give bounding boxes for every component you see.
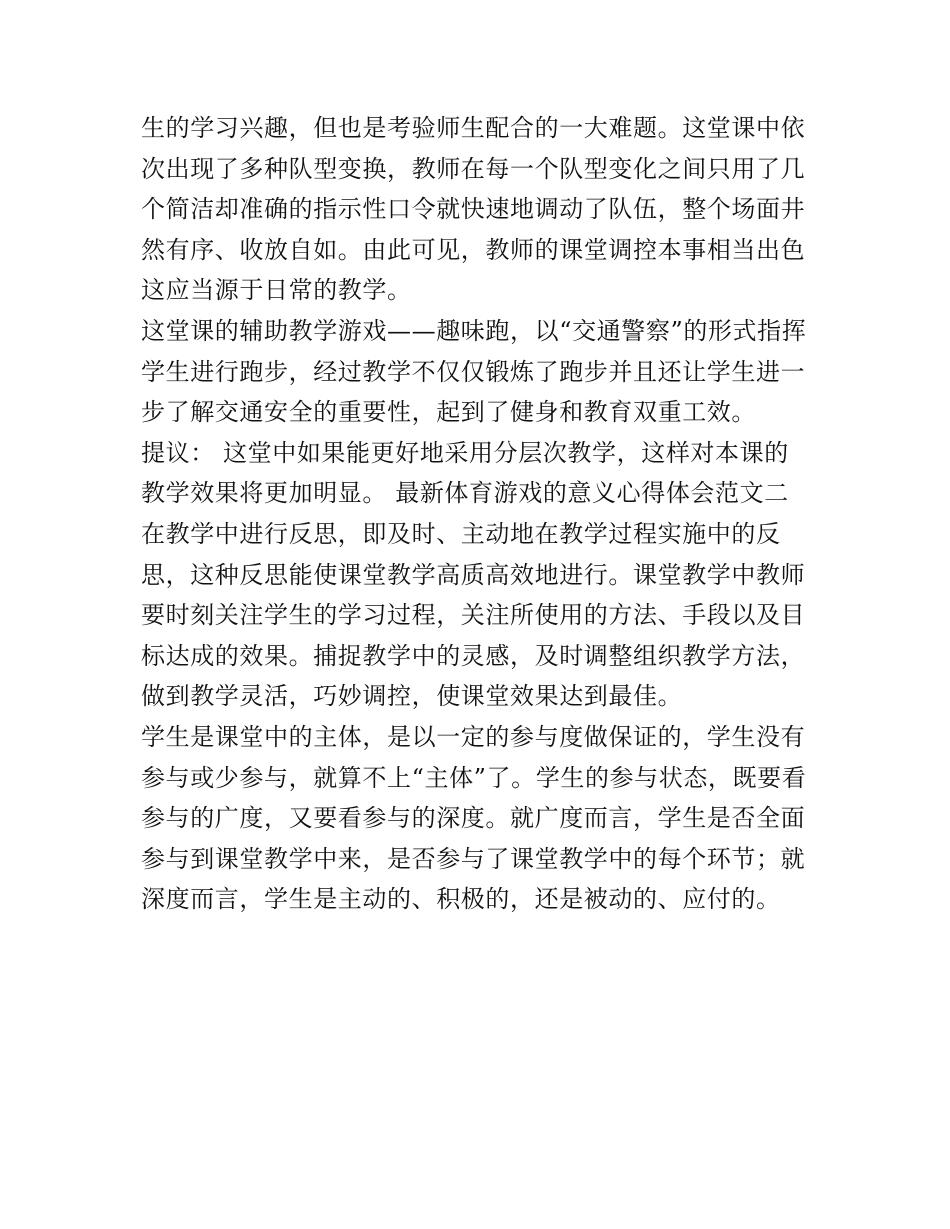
text-line: 步了解交通安全的重要性，起到了健身和教育双重工效。 (141, 398, 756, 427)
text-line: 提议： 这堂中如果能更好地采用分层次教学，这样对本课的 (141, 438, 789, 467)
text-line: 在教学中进行反思，即及时、主动地在教学过程实施中的反 (141, 519, 781, 548)
text-line: 做到教学灵活，巧妙调控，使课堂效果达到最佳。 (141, 682, 683, 711)
text-line: 生的学习兴趣，但也是考验师生配合的一大难题。这堂课中依 (141, 114, 806, 142)
text-line: 这应当源于日常的教学。 (141, 276, 412, 305)
text-line: 次出现了多种队型变换，教师在每一个队型变化之间只用了几 (141, 154, 806, 183)
text-line: 学生是课堂中的主体，是以一定的参与度做保证的，学生没有 (141, 722, 806, 751)
text-line: 标达成的效果。捕捉教学中的灵感，及时调整组织教学方法， (141, 641, 806, 670)
text-line: 思，这种反思能使课堂教学高质高效地进行。课堂教学中教师 (141, 560, 806, 589)
text-line: 个简洁却准确的指示性口令就快速地调动了队伍，整个场面井 (141, 195, 806, 224)
text-line: 然有序、收放自如。由此可见，教师的课堂调控本事相当出色 (141, 235, 806, 264)
text-line: 这堂课的辅助教学游戏——趣味跑，以“交通警察”的形式指挥 (141, 316, 807, 345)
text-line: 深度而言，学生是主动的、积极的，还是被动的、应付的。 (141, 885, 781, 914)
text-line: 参与到课堂教学中来，是否参与了课堂教学中的每个环节；就 (141, 844, 806, 873)
text-line: 要时刻关注学生的学习过程，关注所使用的方法、手段以及目 (141, 601, 806, 630)
text-line: 参与的广度，又要看参与的深度。就广度而言，学生是否全面 (141, 804, 806, 833)
text-line: 教学效果将更加明显。 最新体育游戏的意义心得体会范文二 (141, 479, 789, 508)
text-line: 参与或少参与，就算不上“主体”了。学生的参与状态，既要看 (141, 763, 807, 792)
document-body (141, 108, 821, 920)
text-line: 学生进行跑步，经过教学不仅仅锻炼了跑步并且还让学生进一 (141, 357, 806, 386)
